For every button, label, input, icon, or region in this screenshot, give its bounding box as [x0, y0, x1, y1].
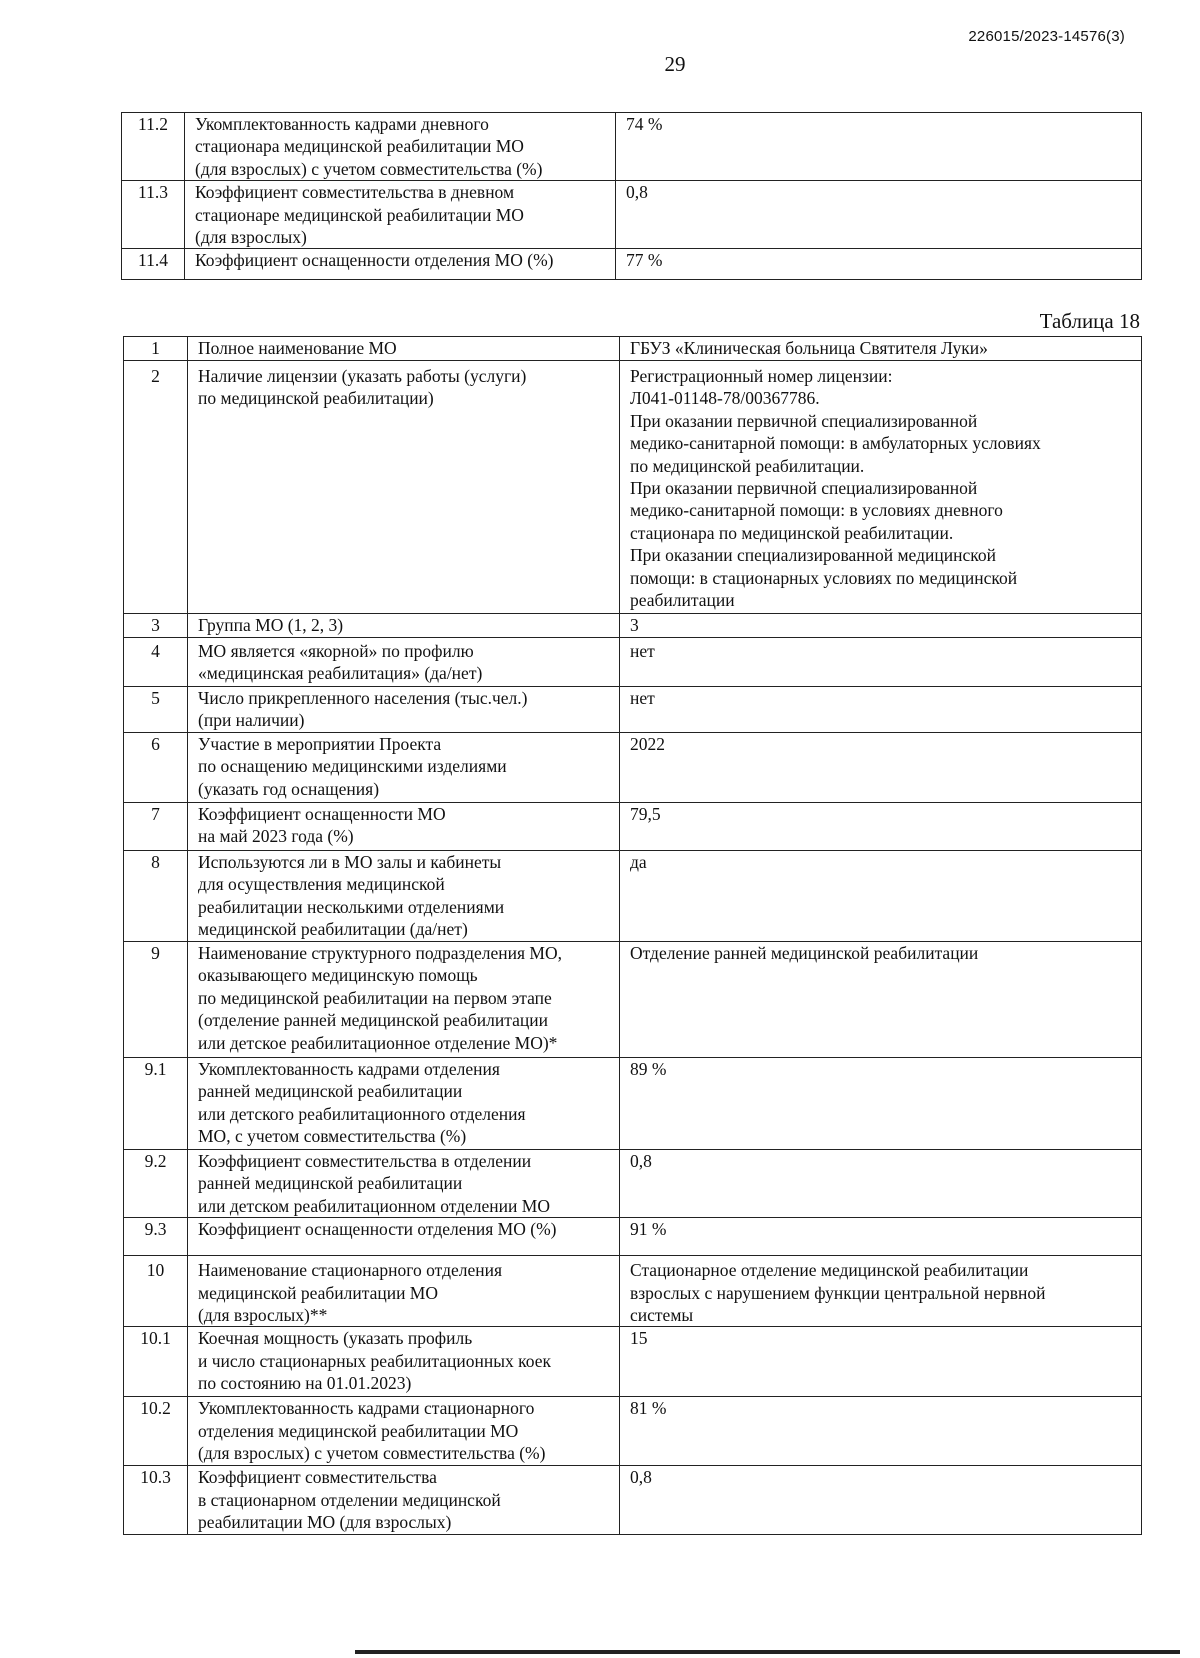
row-number: 10.2: [124, 1397, 188, 1466]
row-number: 4: [124, 638, 188, 687]
row-indicator: Наименование структурного подразделения МО, оказывающего медицинскую помощь по медицинской реабилитации на первом этапе (отделение ранней медицинской реабилитации или детское реабилитационное отделение МО)*: [188, 942, 620, 1058]
row-indicator: Укомплектованность кадрами отделения ранней медицинской реабилитации или детского реабилитационного отделения МО, с учетом совместительства (%): [188, 1058, 620, 1150]
continuation-table: [121, 112, 1142, 280]
row-number: 6: [124, 733, 188, 803]
table-row: [124, 1058, 1142, 1150]
row-value: 81 %: [620, 1397, 1142, 1466]
row-number: 10: [124, 1256, 188, 1327]
row-indicator: Число прикрепленного населения (тыс.чел.) (при наличии): [188, 687, 620, 733]
row-number: 5: [124, 687, 188, 733]
row-number: 8: [124, 851, 188, 942]
table-row: [124, 1466, 1142, 1535]
row-indicator: Участие в мероприятии Проекта по оснащению медицинскими изделиями (указать год оснащения): [188, 733, 620, 803]
row-number: 2: [124, 361, 188, 614]
table-caption: Таблица 18: [1039, 309, 1140, 333]
row-indicator: Используются ли в МО залы и кабинеты для осуществления медицинской реабилитации несколькими отделениями медицинской реабилитации (да/нет): [188, 851, 620, 942]
table-row: [122, 113, 1142, 181]
row-number: 9: [124, 942, 188, 1058]
document-registration-code: 226015/2023-14576(3): [968, 28, 1125, 45]
row-number: 11.3: [122, 181, 185, 249]
row-value: нет: [620, 687, 1142, 733]
row-number: 10.1: [124, 1327, 188, 1397]
row-value: 77 %: [616, 249, 1142, 280]
row-value: 0,8: [620, 1466, 1142, 1535]
row-number: 10.3: [124, 1466, 188, 1535]
table-18: [123, 336, 1142, 1535]
row-indicator: Коэффициент оснащенности отделения МО (%): [185, 249, 616, 280]
row-value: 0,8: [616, 181, 1142, 249]
row-indicator: Коечная мощность (указать профиль и число стационарных реабилитационных коек по состоянию на 01.01.2023): [188, 1327, 620, 1397]
table-row: [122, 249, 1142, 280]
table-row: [124, 851, 1142, 942]
row-value: Стационарное отделение медицинской реабилитации взрослых с нарушением функции центральной нервной системы: [620, 1256, 1142, 1327]
row-value: 15: [620, 1327, 1142, 1397]
row-indicator: Коэффициент оснащенности отделения МО (%): [188, 1218, 620, 1256]
row-value: нет: [620, 638, 1142, 687]
table-row: [124, 337, 1142, 361]
row-value: 2022: [620, 733, 1142, 803]
row-indicator: Коэффициент совместительства в дневном стационаре медицинской реабилитации МО (для взрослых): [185, 181, 616, 249]
page-number: 29: [664, 52, 686, 76]
table-row: [124, 803, 1142, 851]
row-value: 74 %: [616, 113, 1142, 181]
table-row: [124, 614, 1142, 638]
table-row: [122, 181, 1142, 249]
row-indicator: Коэффициент совместительства в стационарном отделении медицинской реабилитации МО (для взрослых): [188, 1466, 620, 1535]
row-number: 1: [124, 337, 188, 361]
row-value: да: [620, 851, 1142, 942]
row-value: 0,8: [620, 1150, 1142, 1218]
row-value: Регистрационный номер лицензии: Л041-01148-78/00367786. При оказании первичной специализированной медико-санитарной помощи: в амбулаторных условиях по медицинской реабилитации. При оказании первичной специализированной медико-санитарной помощи: в условиях дневного стационара по медицинской реабилитации. При оказании специализированной медицинской помощи: в стационарных условиях по медицинской реабилитации: [620, 361, 1142, 614]
row-number: 9.3: [124, 1218, 188, 1256]
table-row: [124, 942, 1142, 1058]
scan-edge-line: [355, 1650, 1180, 1654]
row-number: 9.2: [124, 1150, 188, 1218]
table-row: [124, 733, 1142, 803]
row-indicator: Укомплектованность кадрами стационарного отделения медицинской реабилитации МО (для взрослых) с учетом совместительства (%): [188, 1397, 620, 1466]
table-row: [124, 361, 1142, 614]
row-indicator: Группа МО (1, 2, 3): [188, 614, 620, 638]
row-value: 79,5: [620, 803, 1142, 851]
row-value: 3: [620, 614, 1142, 638]
table-row: [124, 1397, 1142, 1466]
row-number: 3: [124, 614, 188, 638]
table-row: [124, 1256, 1142, 1327]
row-number: 9.1: [124, 1058, 188, 1150]
table-row: [124, 1218, 1142, 1256]
row-indicator: МО является «якорной» по профилю «медицинская реабилитация» (да/нет): [188, 638, 620, 687]
table-row: [124, 687, 1142, 733]
row-value: 89 %: [620, 1058, 1142, 1150]
row-value: 91 %: [620, 1218, 1142, 1256]
row-indicator: Коэффициент совместительства в отделении ранней медицинской реабилитации или детском реабилитационном отделении МО: [188, 1150, 620, 1218]
row-indicator: Наличие лицензии (указать работы (услуги) по медицинской реабилитации): [188, 361, 620, 614]
table-row: [124, 1150, 1142, 1218]
row-indicator: Наименование стационарного отделения медицинской реабилитации МО (для взрослых)**: [188, 1256, 620, 1327]
row-number: 11.2: [122, 113, 185, 181]
row-indicator: Укомплектованность кадрами дневного стационара медицинской реабилитации МО (для взрослых) с учетом совместительства (%): [185, 113, 616, 181]
row-value: ГБУЗ «Клиническая больница Святителя Луки»: [620, 337, 1142, 361]
table-row: [124, 1327, 1142, 1397]
row-indicator: Полное наименование МО: [188, 337, 620, 361]
row-number: 7: [124, 803, 188, 851]
row-indicator: Коэффициент оснащенности МО на май 2023 года (%): [188, 803, 620, 851]
table-row: [124, 638, 1142, 687]
row-number: 11.4: [122, 249, 185, 280]
row-value: Отделение ранней медицинской реабилитации: [620, 942, 1142, 1058]
